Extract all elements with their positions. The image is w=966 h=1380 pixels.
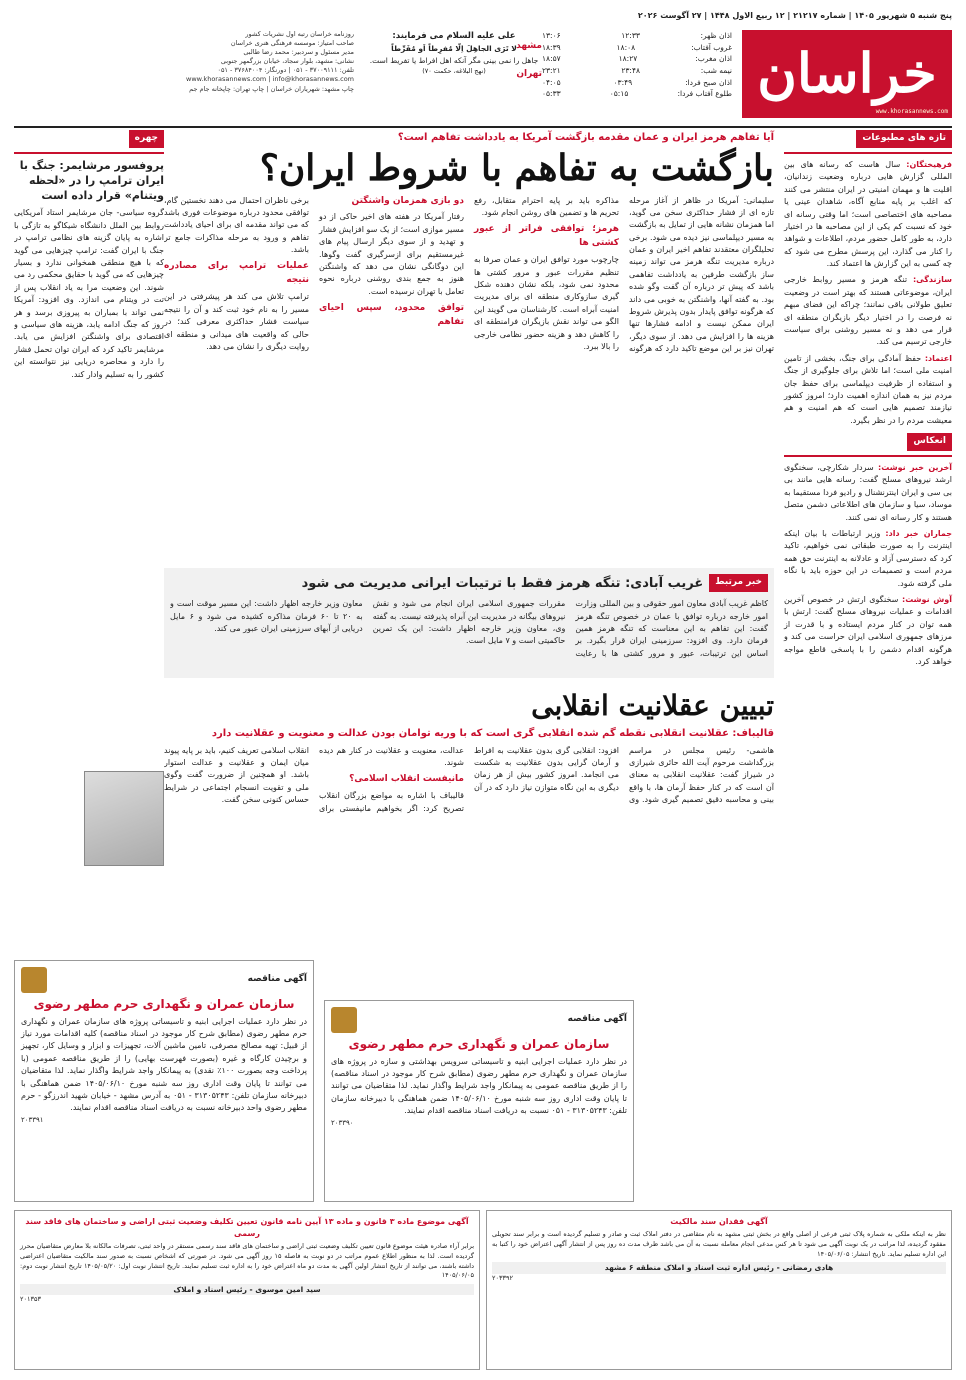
ad2-body: در نظر دارد عملیات اجرایی ابنیه و تاسیساتی سرویس بهداشتی و سازه در پروژه های سازمان عمران و نگهداری حرم مطهر رضوی (مطابق شرح کار موجود در اسناد مناقصه) را از طریق مناقصه عمومی به پیمانکار واجد شرایط واگذار نماید. لذا متقاضیان می توانند تا پایان وقت اداری روز سه شنبه مورخ ۱۴۰۵/۰۶/۱۰ ضمن هماهنگی با دبیرخانه سازمان تلفن: ۳۱۳۰۵۲۴۳ - ۰۵۱ نسبت به دریافت اسناد مناقصه اقدام نمایند.: [331, 1056, 627, 1116]
contact-line: www.khorasannews.com | info@khorasannews.com: [186, 75, 354, 84]
logo-url: www.khorasannews.com: [875, 107, 948, 115]
prayer-times: [542, 30, 732, 100]
prayer-time-label: اذان مغرب:: [695, 54, 732, 64]
legal-ad-2-head: آگهی موضوع ماده ۳ قانون و ماده ۱۳ آیین نامه قانون تعیین تکلیف وضعیت ثبتی اراضی و ساختمان های فاقد سند رسمی: [25, 1217, 469, 1238]
lead-sub4: عملیات ترامپ برای مصادره نتیجه: [164, 261, 309, 286]
lead-body: سلیمانی: آمریکا در ظاهر از آغاز مرحله تازه ای از فشار حداکثری سخن می گوید، اما همزمان نشانه هایی از تمایل به بازگشت به مسیر دیپلماسی نیز دیده می شود. برخی تحلیلگران معتقدند تفاهم اخیر ایران و عمان درباره مدیریت تنگه هرمز می تواند زمینه ساز بازگشت طرفین به یادداشت تفاهمی باشد که پیش تر درباره آن گفت وگو شده بود. به گفته آنها، واشنگتن به خوبی می داند که هرگونه توافق پایدار بدون پذیرش شروط ایران ممکن نیست و ادامه فشارها تنها هزینه ها را افزایش می دهد. از سوی دیگر، تهران نیز بر این موضع تاکید دارد که هرگونه مذاکره باید بر پایه احترام متقابل، رفع تحریم ها و تضمین های روشن انجام شود.: [474, 195, 774, 354]
prayer-time-tehran: ۰۵:۳۳: [542, 89, 561, 99]
lead-body-columns: [164, 195, 774, 545]
prayer-time-label: اذان صبح فردا:: [685, 77, 732, 87]
lead-headline: بازگشت به تفاهم با شروط ایران؟: [259, 146, 774, 189]
lead-sub1: هرمز؛ توافقی فراتر از عبور کشتی ها: [474, 224, 619, 249]
reflect-section-head: انعکاس: [907, 433, 952, 451]
prayer-time-row: [542, 30, 732, 42]
brief-text: تنگه هرمز و مسیر روابط خارجی ایران، موضوعاتی هستند که بهتر است در وضعیت تعلیق طولانی باقی نمانند؛ چراکه این فضای مبهم نه فرصت را در اختیار دیگر بازیگران منطقه ای قرار می دهد و نه مسیر روشنی برای سیاست خارجی ترسیم می کند.: [784, 275, 952, 347]
hadith-title: علی علیه السلام می فرمایند:: [392, 31, 516, 41]
brief-item: [784, 274, 952, 348]
brief-source: اعتماد:: [921, 353, 952, 363]
legal-ad-1-body: نظر به اینکه ملکی به شماره پلاک ثبتی فرعی از اصلی واقع در بخش ثبتی مشهد به نام متقاضی در دفتر املاک ثبت و صادر و تسلیم گردیده است و برابر سند تحویلی مفقود گردیده، لذا مراتب در یک نوبت آگهی می شود تا هر کس مدعی انجام معامله نسبت به آن می باشد ظرف مدت ده روز پس از انتشار آگهی اعتراض خود را کتبا به این اداره تسلیم نماید. تاریخ انتشار: ۱۴۰۵/۰۶/۰۵: [492, 1230, 946, 1258]
lead-kicker: آیا تفاهم هرمز ایران و عمان مقدمه بازگشت آمریکا به یادداشت تفاهم است؟: [397, 132, 774, 143]
prayer-time-mashhad: ۰۵:۱۵: [609, 89, 629, 99]
contact-line: مدیر مسئول و سردبیر: محمد رضا طالبی: [243, 48, 354, 57]
legal-ad-2: [14, 1210, 480, 1370]
prayer-time-mashhad: ۰۳:۴۹: [613, 77, 633, 87]
related-news: [164, 568, 774, 678]
lead-sub3-body: برخی ناظران احتمال می دهند نخستین گام، توافقی محدود درباره موضوعات فوری باشد که می تواند مقدمه ای برای احیای یادداشت تفاهم و ورود به مرحله مذاکرات جامع تر باشد.: [164, 195, 309, 255]
prayer-time-tehran: ۱۳:۰۶: [542, 31, 561, 40]
city-mashhad: مشهد: [516, 41, 542, 51]
brief-item: [784, 594, 952, 668]
shrine-logo-icon: [21, 967, 47, 993]
brief-text: سردار شکارچی، سخنگوی ارشد نیروهای مسلح گفت: رسانه هایی مانند بی بی سی و ایران اینترنشنال و رادیو فردا مستقیما به موساد، سیا و سازمان های اطلاعاتی دشمن متصل هستند و کار رسانه ای نمی کنند.: [784, 463, 952, 522]
related-body: کاظم غریب آبادی معاون امور حقوقی و بین المللی وزارت امور خارجه درباره توافق با عمان در خصوص تنگه هرمز گفت: این تفاهم به این معناست که تنگه هرمز همین فرمان دارد. وی افزود: سرزمینی ایران قرار بگیرد. بر اساس این ترتیبات، عبور و مرور کشتی ها با رعایت مقررات جمهوری اسلامی ایران انجام می شود و نقش نیروهای بیگانه در مدیریت این آبراه پذیرفته نیست. به گفته وی، معاون وزیر خارجه اظهار داشت: این یک تمرین حاکمیتی است و ۷ مایل است.: [372, 599, 768, 658]
prayer-time-label: غروب آفتاب:: [691, 42, 732, 52]
news-list: [784, 159, 952, 427]
prayer-time-mashhad: ۱۸:۰۸: [616, 42, 636, 52]
lead-sub3: توافق محدود، سپس احیای تفاهم: [319, 303, 464, 328]
date-line: پنج شنبه ۵ شهریور ۱۴۰۵ | شماره ۲۱۲۱۷ | ۱۲ ربیع الاول ۱۴۴۸ | ۲۷ آگوست ۲۰۲۶: [637, 11, 952, 20]
legal-ad-1-code: ۲۰۳۳۹۲: [492, 1273, 513, 1282]
brief-item: [784, 528, 952, 590]
prayer-time-tehran: ۰۴:۰۵: [542, 77, 561, 87]
prayer-time-label: طلوع آفتاب فردا:: [677, 89, 732, 99]
brief-text: سخنگوی ارتش در خصوص آخرین اقدامات و عملیات نیروهای مسلح گفت: ارتش با همه توان در کنار مردم ایستاده و با قدرت از مرزهای جمهوری اسلامی ایران حراست می کند و هرگونه اقدام دشمن را با پاسخی قاطع مواجه خواهد کرد.: [784, 594, 952, 666]
legal-ad-2-code: ۲۰۱۳۵۳: [20, 1295, 41, 1304]
prayer-time-row: [542, 88, 732, 100]
legal-ads: [14, 1210, 952, 1370]
ad1-code: ۲۰۳۳۹۱: [21, 1115, 44, 1124]
related-label: خبر مرتبط: [709, 574, 768, 592]
shrine-logo-icon: [331, 1007, 357, 1033]
second-sub: مانیفست انقلاب اسلامی؟: [349, 774, 464, 785]
lead-sub1-body: چارچوب مورد توافق ایران و عمان صرفا به تنظیم مقررات عبور و مرور کشتی ها محدود نمی شود، بلکه نشان دهنده شکل گیری سازوکاری منطقه ای برای مدیریت امنیت آبراه است. کارشناسان می گویند این الگو می تواند نقش بازیگران فرامنطقه ای را کاهش دهد و هزینه حضور نظامی خارجی را بالا ببرد.: [474, 255, 619, 351]
hadith-arabic: لا تَرَی الجاهِلَ اِلّا مُفرِطاً اَو مُفَرِّطاً: [391, 44, 517, 54]
prayer-time-tehran: ۱۸:۵۷: [542, 54, 561, 64]
left-column: [14, 130, 164, 866]
legal-ad-1: [486, 1210, 952, 1370]
prayer-time-mashhad: ۱۸:۲۷: [618, 54, 638, 64]
contact-line: نشانی: مشهد، بلوار سجاد، خیابان بزرگمهر جنوبی: [220, 57, 354, 66]
masthead: [14, 11, 952, 130]
brief-source: فرهیختگان:: [900, 159, 952, 169]
ad2-code: ۲۰۳۳۹۰: [331, 1118, 354, 1127]
contact-line: روزنامه خراسان رتبه اول نشریات کشور: [245, 30, 354, 38]
prayer-time-tehran: ۱۸:۳۹: [542, 42, 561, 52]
logo-text: خراسان: [757, 41, 937, 106]
prayer-time-mashhad: ۱۲:۳۳: [621, 31, 640, 40]
lead-sub2: دو بازی همزمان واشنگتن: [351, 195, 464, 206]
hadith: [359, 30, 549, 76]
tender-ad-1: [14, 960, 314, 1202]
lead-sub4-body: ترامپ تلاش می کند هر پیشرفتی در این مسیر را به نام خود ثبت کند و آن را نتیجه سیاست فشار حداکثری معرفی کند؛ در حالی که واقعیت های میدانی و منطقه ای روایت دیگری را نشان می دهد.: [164, 292, 309, 351]
ad1-org: سازمان عمران و نگهداری حرم مطهر رضوی: [33, 997, 295, 1011]
prayer-time-mashhad: ۲۳:۴۸: [621, 65, 640, 75]
prayer-time-row: [542, 77, 732, 89]
second-kicker: قالیباف: عقلانیت انقلابی نقطه گم شده انقلابی گری است که با وریه توامان بودن عدالت و معنویت و عقلانیت دارد: [211, 728, 774, 739]
legal-ad-2-body: برابر آراء صادره هیئت موضوع قانون تعیین تکلیف وضعیت ثبتی اراضی و ساختمان های فاقد سند رسمی مستقر در واحد ثبتی، تصرفات مالکانه بلا معارض متقاضیان محرز گردیده است. لذا به منظور اطلاع عموم مراتب در دو نوبت به فاصله ۱۵ روز آگهی می شود. در صورتی که اشخاص نسبت به صدور سند مالکیت متقاضیان اعتراضی داشته باشند، می توانند از تاریخ انتشار اولین آگهی به مدت دو ماه اعتراض خود را به اداره ثبت تسلیم نمایند. تاریخ انتشار نوبت اول: ۱۴۰۵/۰۵/۲۰ تاریخ انتشار نوبت دوم: ۱۴۰۵/۰۶/۰۵: [20, 1242, 474, 1280]
related-extra: معاون وزیر خارجه اظهار داشت: این مسیر موقت است و به ۲۰ تا ۶۰ فرمان مذاکره کشیده می شود و ۶ مایل دریایی از آبهای سرزمینی ایران عبور می کند.: [170, 599, 363, 633]
brief-item: [784, 159, 952, 271]
brief-item: [784, 462, 952, 524]
prayer-time-tehran: ۲۳:۲۱: [542, 65, 561, 75]
contact-line: تلفن: ۳۷۰۰۹۱۱۱ - ۰۵۱ | دورنگار: ۳۷۶۸۴۰۰۴ - ۰۵۱: [217, 66, 354, 75]
brief-source: آوش نوشت:: [898, 594, 952, 604]
second-headline: تبیین عقلانیت انقلابی: [531, 689, 774, 722]
second-sub-body: قالیباف با اشاره به مواضع بزرگان انقلاب تصریح کرد: اگر بخواهیم مانیفستی برای انقلاب اسلامی تعریف کنیم، باید بر پایه پیوند میان ایمان و عقلانیت و عدالت استوار باشد. او همچنین از ضرورت گفت وگوی ملی و تقویت انسجام اجتماعی در شرایط حساس کنونی سخن گفت.: [164, 745, 464, 813]
chehreh-head: چهره: [129, 130, 164, 148]
hadith-persian: جاهل را نمی بینی مگر آنکه اهل افراط یا تفریط است.: [369, 55, 539, 65]
prayer-time-label: اذان ظهر:: [700, 31, 732, 40]
brief-text: سال هاست که رسانه های بین المللی گزارش هایی درباره وضعیت زندانیان، اقلیت ها و مهمان امنیتی در ایران منتشر می کنند که اغلب بر پایه منابع آگاه، شاهدان عینی یا مصاحبه های اختصاصی است؛ اما وقتی رسانه ای خود که نسبت کم یکی از این مصاحبه ها در اختیار دارد، به طور کامل حضور مردم، اطلاعات و شواهد را کنار می گذارد، این پرسش مطرح می شود که چه کسی به این گزارش ها اعتماد کند.: [784, 159, 952, 269]
tender-ad-2: [324, 1000, 634, 1202]
brief-source: سازندگی:: [907, 275, 952, 285]
logo: [742, 30, 952, 118]
lead-sub2-body: رفتار آمریکا در هفته های اخیر حاکی از دو مسیر موازی است؛ از یک سو افزایش فشار و تهدید و از سوی دیگر ارسال پیام های غیرمستقیم برای ازسرگیری گفت وگوها. این دوگانگی نشان می دهد که واشنگتن هنوز به جمع بندی روشنی درباره نحوه تعامل با تهران نرسیده است.: [319, 212, 464, 296]
ad2-org: سازمان عمران و نگهداری حرم مطهر رضوی: [348, 1037, 610, 1051]
second-body-columns: [164, 745, 774, 960]
news-section-head: تازه های مطبوعات: [856, 130, 952, 148]
brief-text: حفظ آمادگی برای جنگ، بخشی از تامین امنیت ملی است؛ اما تلاش برای جلوگیری از جنگ و استفاده از ظرفیت دیپلماسی برای حفظ جان مردم نیز به همان اندازه اهمیت دارد؛ امروز کشور نیازمند تصمیم هایی است که هم امنیت و هم معیشت مردم را در نظر بگیرد.: [784, 353, 952, 425]
reflect-list: [784, 462, 952, 668]
city-tehran: تهران: [516, 68, 542, 79]
legal-ad-1-head: آگهی فقدان سند مالکیت: [670, 1217, 768, 1226]
contact-info: [14, 30, 354, 94]
legal-ad-2-sig: سید امین موسوی - رئیس اسناد و املاک: [20, 1284, 474, 1295]
chehreh-title: پروفسور مرشایمر: جنگ با ایران ترامپ را در «لحظه ویتنام» قرار داده است: [19, 158, 164, 202]
brief-source: جماران خبر داد:: [880, 529, 952, 539]
prayer-time-row: [542, 65, 732, 77]
related-title: غریب آبادی: تنگه هرمز فقط با ترتیبات ایرانی مدیریت می شود: [301, 576, 704, 591]
ad1-label: آگهی مناقصه: [247, 974, 307, 985]
second-body: هاشمی- رئیس مجلس در مراسم بزرگداشت مرحوم آیت الله حائری شیرازی در شیراز گفت: عقلانیت انقلابی به معنای آن است که در کنار حفظ آرمان ها، با واقع بینی و محاسبه دقیق تصمیم گیری شود. وی افزود: انقلابی گری بدون عقلانیت به افراط و آرمان گرایی بدون عقلانیت به شکست می انجامد. امروز کشور بیش از هر زمان دیگری به این نگاه متوازن نیاز دارد که در آن عدالت، معنویت و عقلانیت در کنار هم دیده شوند.: [319, 745, 774, 805]
chehreh-body: گروه سیاسی- جان مرشایمر استاد آمریکایی روابط بین الملل دانشگاه شیکاگو به تازگی با اشاره به پایان گزینه های نظامی ترامپ در جنگ با ایران گفت: ترامپ چیزهایی می گوید که با هیچ منطقی همخوانی ندارد و بسیار چیزهایی که می گوید با حقایق محکمی رد می شوند. این وضعیت مرا به یاد انقلاب پس از تت در ویتنام می اندازد. وی افزود: آمریکا نمی تواند با بمباران به پیروزی برسد و هر روز که جنگ ادامه یابد، هزینه های سیاسی و اقتصادی برای واشنگتن افزایش می یابد. مرشایمر تاکید کرد که ایران توان تحمل فشار را دارد و محاصره دریایی نیز نتوانسته این کشور را به تسلیم وادار کند.: [14, 208, 164, 379]
lead-story: [164, 130, 774, 545]
right-column: [784, 130, 952, 672]
contact-line: چاپ مشهد: شهریاران خراسان | چاپ تهران: چاپخانه جام جم: [189, 84, 354, 93]
brief-source: آخرین خبر نوشت:: [873, 463, 953, 473]
prayer-time-row: [542, 53, 732, 65]
prayer-time-row: [542, 42, 732, 54]
hadith-ref: (نهج البلاغه، حکمت ۷۰): [422, 67, 486, 76]
legal-ad-1-sig: هادی رمضانی - رئیس اداره ثبت اسناد و املاک منطقه ۶ مشهد: [492, 1262, 946, 1273]
second-story: [164, 688, 774, 960]
brief-text: وزیر ارتباطات با بیان اینکه اینترنت را به صورت طبقاتی نمی خواهیم، تاکید کرد که دسترسی آزاد و عادلانه به اینترنت حق همه مردم است و تصمیمات در این حوزه باید با نگاه ملی گرفته شود.: [784, 529, 952, 588]
ad1-body: در نظر دارد عملیات اجرایی ابنیه و تاسیساتی پروژه های سازمان عمران و نگهداری حرم مطهر رضوی (مطابق شرح کار موجود در اسناد مناقصه) کلیه اقدامات مورد نیاز از قبیل: تهیه مصالح مصرفی، تامین ماشین آلات، تجهیزات و ابزار و وسایل کار، تجهیز و برچیدن کارگاه و غیره (بصورت فهرست بهایی) را از طریق مناقصه عمومی (با پرداخت وجه بصورت ۱۰۰٪ نقدی) به پیمانکار واجد شرایط واگذار نماید. لذا متقاضیان می توانند تا پایان وقت اداری روز سه شنبه مورخ ۱۴۰۵/۰۶/۱۰ ضمن هماهنگی با دبیرخانه سازمان تلفن: ۳۱۳۰۵۲۴۳ - ۰۵۱ به آدرس مشهد - خیابان شهید اندرزگو - حرم مطهر رضوی واحد دبیرخانه نسبت به دریافت اسناد مناقصه اقدام نمایند.: [21, 1016, 307, 1113]
brief-item: [784, 353, 952, 427]
ad2-label: آگهی مناقصه: [567, 1014, 627, 1025]
prayer-time-label: نیمه شب:: [700, 65, 732, 75]
contact-line: صاحب امتیاز: موسسه فرهنگی هنری خراسان: [230, 39, 354, 48]
mearsheimer-photo: [84, 771, 164, 866]
